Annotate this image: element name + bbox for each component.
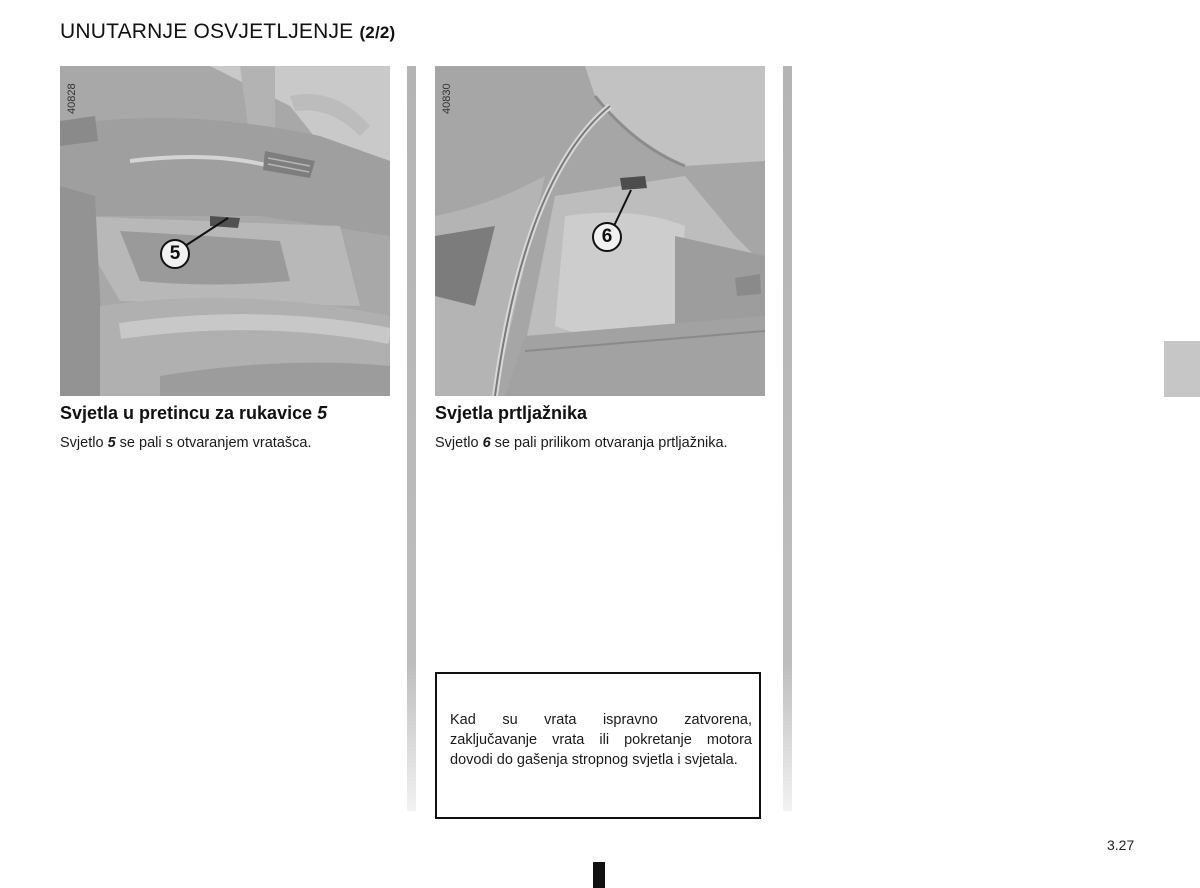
chapter-tab: [1164, 341, 1200, 397]
glovebox-illustration: [60, 66, 390, 396]
section-heading-glovebox: Svjetla u pretincu za rukavice 5: [60, 403, 328, 423]
glovebox-drawing: [60, 66, 390, 396]
callout-6: 6: [592, 222, 622, 252]
page-title-suffix: (2/2): [359, 23, 396, 42]
page-title: [60, 20, 395, 44]
section-text-glovebox: Svjetlo 5 se pali s otvaranjem vratašca.: [60, 435, 312, 451]
column-divider-right: [783, 66, 792, 811]
trunk-illustration: [435, 66, 765, 396]
callout-5: 5: [160, 239, 190, 269]
print-mark: [593, 862, 605, 888]
section-heading-trunk: Svjetla prtljažnika: [435, 403, 588, 423]
page-number: 3.27: [1107, 837, 1135, 853]
figure-id: 40828: [66, 83, 78, 114]
section-text-trunk: Svjetlo 6 se pali prilikom otvaranja prtljažnika.: [435, 435, 728, 451]
page-title-main: UNUTARNJE OSVJETLJENJE: [60, 20, 354, 43]
note-text: Kad su vrata ispravno zatvorena, zaključavanje vrata ili pokretanje motora dovodi do gašenja stropnog svjetla i svjetala.: [450, 712, 752, 768]
column-divider-left: [407, 66, 416, 811]
figure-id: 40830: [441, 83, 453, 114]
note-box: [435, 672, 761, 819]
